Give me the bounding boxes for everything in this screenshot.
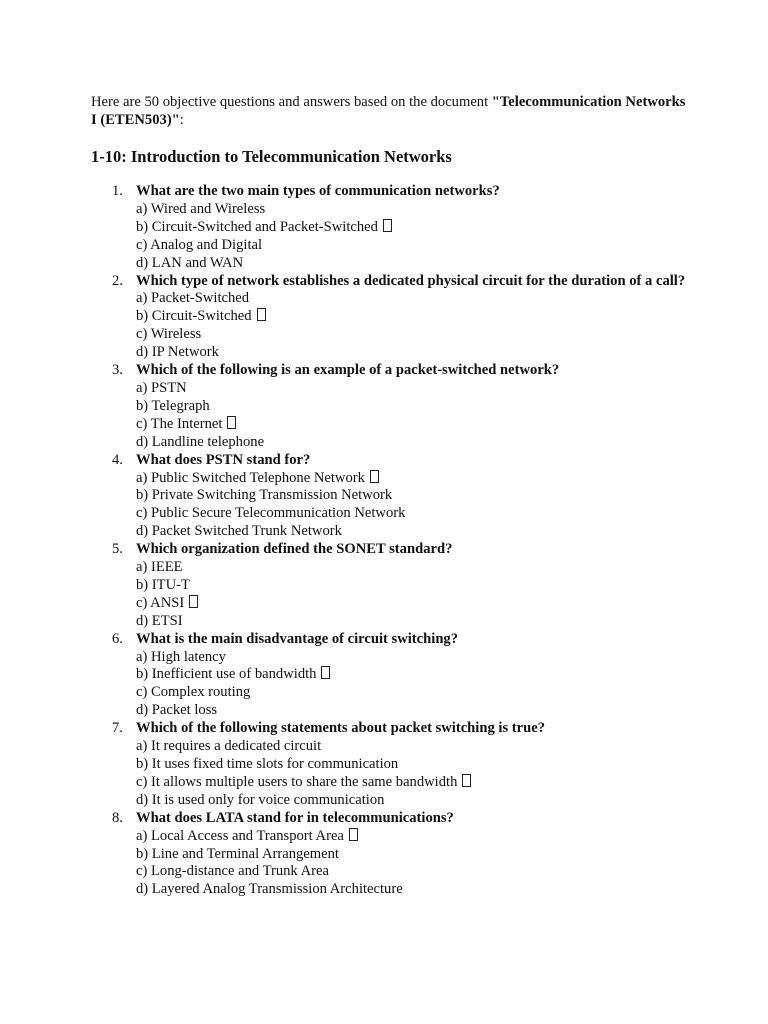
answer-option: [136, 792, 691, 810]
question-number: 1.: [112, 183, 123, 199]
question-text: What are the two main types of communication networks?: [136, 183, 500, 199]
answer-option: [136, 434, 691, 452]
question-item: [91, 631, 691, 721]
answer-option-text: a) Public Switched Telephone Network: [136, 469, 365, 486]
question-item: [91, 183, 691, 273]
answer-option: [136, 344, 691, 362]
answer-option-text: d) Packet Switched Trunk Network: [136, 523, 342, 540]
answer-option-text: a) Wired and Wireless: [136, 200, 266, 217]
answer-option: [136, 702, 691, 720]
section-heading: 1-10: Introduction to Telecommunication Networks: [91, 147, 452, 166]
question-item: [91, 810, 691, 900]
answer-option-text: d) IP Network: [136, 344, 219, 361]
question-number: 2.: [112, 272, 123, 289]
correct-answer-check-icon: [321, 666, 330, 679]
question-text: Which type of network establishes a dedicated physical circuit for the duration of a call?: [136, 272, 686, 289]
answer-option: [136, 756, 691, 774]
answer-option: [136, 237, 691, 255]
answer-option: [136, 416, 691, 434]
answer-option: [136, 881, 691, 899]
answer-option: [136, 649, 691, 667]
answer-option-text: c) Public Secure Telecommunication Network: [136, 505, 406, 522]
question-number: 6.: [112, 630, 123, 647]
answer-option-text: d) LAN and WAN: [136, 254, 244, 271]
question-number: 8.: [112, 809, 123, 826]
answer-option-text: b) It uses fixed time slots for communication: [136, 756, 399, 772]
answer-option: [136, 380, 691, 398]
question-text: Which of the following is an example of a packet-switched network?: [136, 362, 560, 379]
answer-option: [136, 470, 691, 488]
answer-option-text: d) ETSI: [136, 612, 183, 629]
intro-document-title: "Telecommunication Networks I (ETEN503)": [91, 94, 686, 128]
intro-paragraph: [91, 93, 691, 129]
question-number: 7.: [112, 720, 123, 737]
answer-option: [136, 595, 691, 613]
answer-option-text: a) Local Access and Transport Area: [136, 827, 344, 844]
answer-option-text: a) IEEE: [136, 559, 183, 576]
answer-option-text: a) It requires a dedicated circuit: [136, 738, 322, 755]
answer-option: [136, 846, 691, 864]
answer-option-text: b) Line and Terminal Arrangement: [136, 845, 339, 862]
correct-answer-check-icon: [189, 595, 198, 608]
answer-option: [136, 666, 691, 684]
answer-option-text: b) Circuit-Switched: [136, 308, 252, 325]
answer-option: [136, 505, 691, 523]
answer-option: [136, 308, 691, 326]
answer-option: [136, 828, 691, 846]
question-list: [91, 183, 691, 899]
question-item: [91, 720, 691, 810]
answer-option-text: b) ITU-T: [136, 576, 190, 593]
answer-option-text: b) Circuit-Switched and Packet-Switched: [136, 218, 378, 235]
answer-option: [136, 577, 691, 595]
question-item: [91, 541, 691, 631]
correct-answer-check-icon: [349, 828, 358, 841]
intro-suffix: :: [179, 112, 184, 128]
answer-option-text: c) Wireless: [136, 326, 202, 343]
answer-option-text: a) PSTN: [136, 379, 187, 396]
answer-option: [136, 398, 691, 416]
question-text: What is the main disadvantage of circuit switching?: [136, 630, 459, 647]
answer-option-text: d) Packet loss: [136, 702, 218, 719]
intro-prefix: Here are 50 objective questions and answers based on the document: [91, 94, 492, 110]
correct-answer-check-icon: [383, 219, 392, 232]
answer-option: [136, 559, 691, 577]
question-text: What does PSTN stand for?: [136, 451, 311, 468]
document-page: [91, 93, 691, 899]
answer-option: [136, 219, 691, 237]
correct-answer-check-icon: [462, 774, 471, 787]
answer-option-text: d) It is used only for voice communication: [136, 791, 385, 808]
answer-option: [136, 613, 691, 631]
answer-option: [136, 863, 691, 881]
question-item: [91, 362, 691, 452]
answer-option-text: c) Complex routing: [136, 684, 251, 701]
question-item: [91, 452, 691, 542]
correct-answer-check-icon: [257, 308, 266, 321]
answer-option-text: c) Analog and Digital: [136, 236, 263, 253]
answer-option: [136, 487, 691, 505]
answer-option-text: d) Landline telephone: [136, 433, 265, 450]
correct-answer-check-icon: [227, 416, 236, 429]
question-text: Which of the following statements about packet switching is true?: [136, 720, 546, 737]
answer-option-text: a) High latency: [136, 648, 226, 665]
question-text: Which organization defined the SONET standard?: [136, 541, 453, 558]
answer-option-text: c) ANSI: [136, 594, 185, 611]
answer-option-text: c) It allows multiple users to share the same bandwidth: [136, 773, 458, 790]
question-number: 4.: [112, 451, 123, 468]
answer-option-text: b) Telegraph: [136, 397, 210, 414]
answer-option-text: c) The Internet: [136, 415, 223, 432]
answer-option-text: c) Long-distance and Trunk Area: [136, 863, 329, 880]
answer-option: [136, 255, 691, 273]
question-text: What does LATA stand for in telecommunications?: [136, 809, 454, 826]
answer-option: [136, 201, 691, 219]
answer-option: [136, 290, 691, 308]
answer-option-text: a) Packet-Switched: [136, 290, 250, 307]
answer-option-text: b) Inefficient use of bandwidth: [136, 666, 317, 683]
correct-answer-check-icon: [370, 470, 379, 483]
question-number: 5.: [112, 541, 123, 558]
question-item: [91, 273, 691, 363]
answer-option: [136, 326, 691, 344]
answer-option-text: b) Private Switching Transmission Network: [136, 487, 393, 504]
answer-option: [136, 523, 691, 541]
answer-option: [136, 774, 691, 792]
answer-option: [136, 738, 691, 756]
answer-option: [136, 684, 691, 702]
answer-option-text: d) Layered Analog Transmission Architecture: [136, 881, 403, 898]
question-number: 3.: [112, 362, 123, 379]
